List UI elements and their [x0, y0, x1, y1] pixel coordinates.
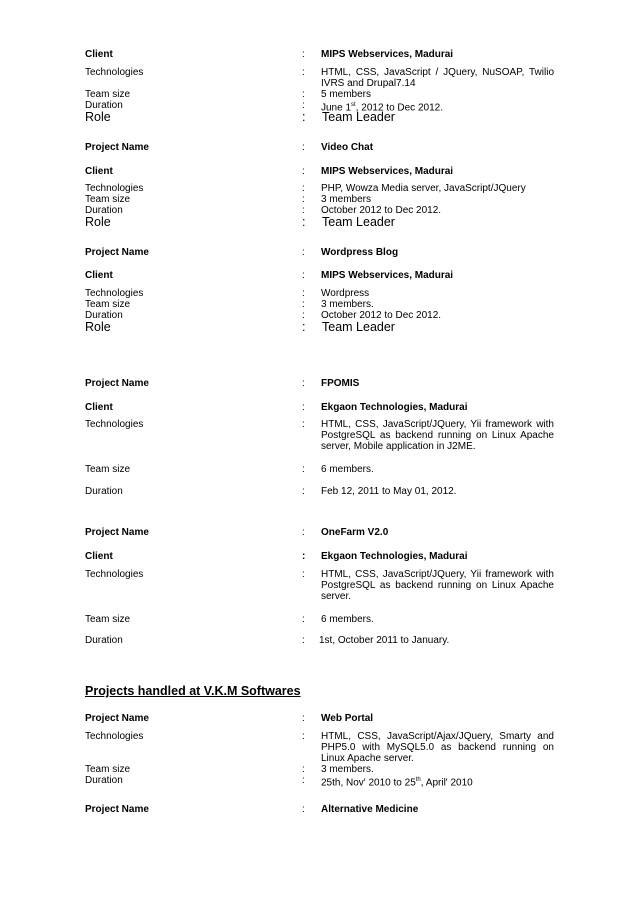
- team-size-value: 3 members.: [321, 764, 374, 775]
- separator: :: [302, 67, 305, 78]
- client-label: Client: [85, 166, 113, 177]
- client-value: MIPS Webservices, Madurai: [321, 270, 454, 281]
- technologies-label: Technologies: [85, 419, 144, 430]
- separator: :: [302, 247, 305, 258]
- team-size-value: 6 members.: [321, 464, 374, 475]
- duration-label: Duration: [85, 310, 123, 321]
- technologies-label: Technologies: [85, 67, 144, 78]
- project-name-value: Web Portal: [321, 713, 374, 724]
- separator: :: [302, 464, 305, 475]
- separator: :: [302, 320, 306, 334]
- team-size-label: Team size: [85, 464, 131, 475]
- separator: :: [302, 183, 305, 194]
- project-name-value: Wordpress Blog: [321, 247, 399, 258]
- separator: :: [302, 635, 305, 646]
- separator: :: [302, 166, 305, 177]
- team-size-value: 6 members.: [321, 614, 374, 625]
- technologies-value: HTML, CSS, JavaScript/JQuery, Yii framework with PostgreSQL as backend running on Linux Apache server, Mobile application in J2ME.: [321, 419, 554, 452]
- project-name-label: Project Name: [85, 142, 149, 153]
- role-label: Role: [85, 110, 111, 124]
- duration-value: October 2012 to Dec 2012.: [321, 205, 442, 216]
- separator: :: [302, 310, 305, 321]
- separator: :: [302, 804, 305, 815]
- technologies-value: HTML, CSS, JavaScript / JQuery, NuSOAP, Twilio IVRS and Drupal7.14: [321, 67, 554, 89]
- separator: :: [302, 110, 306, 124]
- project-name-value: OneFarm V2.0: [321, 527, 389, 538]
- separator: :: [302, 194, 305, 205]
- duration-label: Duration: [85, 775, 123, 786]
- role-value: Team Leader: [322, 110, 395, 124]
- team-size-label: Team size: [85, 764, 131, 775]
- duration-label: Duration: [85, 205, 123, 216]
- client-value: MIPS Webservices, Madurai: [321, 166, 454, 177]
- technologies-label: Technologies: [85, 288, 144, 299]
- duration-value: Feb 12, 2011 to May 01, 2012.: [321, 486, 457, 497]
- client-label: Client: [85, 270, 113, 281]
- duration-value: 25th, Nov' 2010 to 25th, April' 2010: [321, 777, 473, 789]
- technologies-label: Technologies: [85, 183, 144, 194]
- team-size-label: Team size: [85, 89, 131, 100]
- team-size-value: 3 members.: [321, 299, 374, 310]
- separator: :: [302, 569, 305, 580]
- separator: :: [302, 215, 306, 229]
- project-name-value: Video Chat: [321, 142, 374, 153]
- separator: :: [302, 89, 305, 100]
- duration-label: Duration: [85, 635, 123, 646]
- project-name-label: Project Name: [85, 713, 149, 724]
- separator: :: [302, 100, 305, 111]
- technologies-label: Technologies: [85, 731, 144, 742]
- separator: :: [302, 378, 305, 389]
- project-name-label: Project Name: [85, 804, 149, 815]
- section-heading: Projects handled at V.K.M Softwares: [85, 684, 301, 698]
- team-size-value: 5 members: [321, 89, 372, 100]
- client-value: MIPS Webservices, Madurai: [321, 49, 454, 60]
- separator: :: [302, 402, 305, 413]
- project-name-value: FPOMIS: [321, 378, 360, 389]
- separator: :: [302, 299, 305, 310]
- project-name-label: Project Name: [85, 378, 149, 389]
- role-value: Team Leader: [322, 320, 395, 334]
- separator: :: [302, 49, 305, 60]
- separator: :: [302, 614, 305, 625]
- project-name-label: Project Name: [85, 527, 149, 538]
- team-size-value: 3 members: [321, 194, 372, 205]
- project-name-label: Project Name: [85, 247, 149, 258]
- separator: :: [302, 419, 305, 430]
- separator: :: [302, 775, 305, 786]
- client-value: Ekgaon Technologies, Madurai: [321, 402, 468, 413]
- separator: :: [302, 731, 305, 742]
- client-label: Client: [85, 402, 113, 413]
- duration-value: June 1st, 2012 to Dec 2012.: [321, 102, 443, 114]
- separator: :: [302, 486, 305, 497]
- role-label: Role: [85, 320, 111, 334]
- team-size-label: Team size: [85, 299, 131, 310]
- technologies-value: HTML, CSS, JavaScript/Ajax/JQuery, Smarty and PHP5.0 with MySQL5.0 as backend running on Linux Apache server.: [321, 731, 554, 764]
- technologies-value: HTML, CSS, JavaScript/JQuery, Yii framework with PostgreSQL as backend running on Linux Apache server.: [321, 569, 554, 602]
- project-name-value: Alternative Medicine: [321, 804, 419, 815]
- role-label: Role: [85, 215, 111, 229]
- separator: :: [302, 288, 305, 299]
- separator: :: [302, 713, 305, 724]
- separator: :: [302, 551, 306, 562]
- client-value: Ekgaon Technologies, Madurai: [321, 551, 468, 562]
- client-label: Client: [85, 49, 113, 60]
- team-size-label: Team size: [85, 194, 131, 205]
- separator: :: [302, 270, 305, 281]
- client-label: Client: [85, 551, 113, 562]
- technologies-label: Technologies: [85, 569, 144, 580]
- duration-value: 1st, October 2011 to January.: [319, 635, 450, 646]
- duration-label: Duration: [85, 100, 123, 111]
- separator: :: [302, 527, 305, 538]
- separator: :: [302, 205, 305, 216]
- duration-value: October 2012 to Dec 2012.: [321, 310, 442, 321]
- technologies-value: Wordpress: [321, 288, 370, 299]
- separator: :: [302, 764, 305, 775]
- separator: :: [302, 142, 305, 153]
- team-size-label: Team size: [85, 614, 131, 625]
- role-value: Team Leader: [322, 215, 395, 229]
- duration-label: Duration: [85, 486, 123, 497]
- technologies-value: PHP, Wowza Media server, JavaScript/JQuery: [321, 183, 526, 194]
